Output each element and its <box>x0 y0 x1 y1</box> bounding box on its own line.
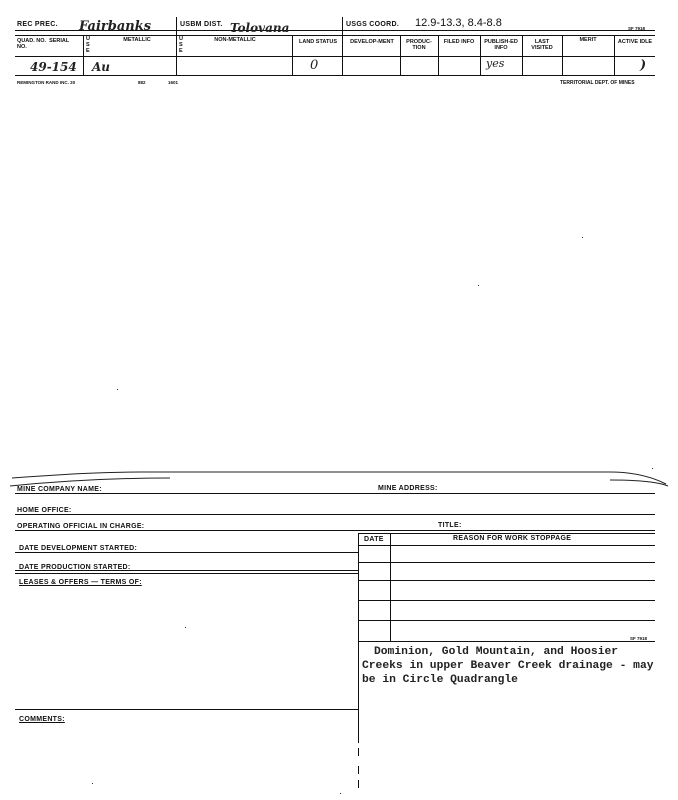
territorial-dept: TERRITORIAL DEPT. OF MINES <box>560 80 635 86</box>
reason-column-header: REASON FOR WORK STOPPAGE <box>453 535 572 542</box>
date-development-label: DATE DEVELOPMENT STARTED: <box>19 545 138 552</box>
col-quad-serial <box>17 38 79 50</box>
col-production: PRODUC-TION <box>406 39 432 51</box>
form-code-top: SF 7918 <box>628 26 646 31</box>
card-edge <box>10 462 670 492</box>
col-last-visited: LAST VISITED <box>531 39 553 51</box>
date-column-header: DATE <box>364 536 384 543</box>
col-use-metallic: U S E <box>86 36 90 54</box>
mine-company-label: MINE COMPANY NAME: <box>17 486 102 493</box>
speck <box>340 793 341 794</box>
mine-address-label: MINE ADDRESS: <box>378 485 438 492</box>
col-land-status: LAND STATUS <box>299 39 337 45</box>
usgs-coord-value: 12.9-13.3, 8.4-8.8 <box>415 17 502 29</box>
speck <box>185 627 186 628</box>
operating-official-label: OPERATING OFFICIAL IN CHARGE: <box>17 523 145 530</box>
leases-offers-label: LEASES & OFFERS — TERMS OF: <box>19 579 142 586</box>
speck <box>582 237 583 238</box>
speck <box>92 783 93 784</box>
form-number-2: 1601 <box>168 80 179 85</box>
col-development: DEVELOP-MENT <box>350 39 394 45</box>
cell-quad-serial: 49-154 <box>30 60 77 74</box>
col-metallic: METALLIC <box>123 37 151 43</box>
speck <box>117 389 118 390</box>
col-published-info: PUBLISH-ED INFO <box>484 39 518 51</box>
col-quad-no: QUAD. NO. <box>17 38 47 44</box>
col-non-metallic: NON-METALLIC <box>214 37 256 43</box>
rec-prec-label: REC PREC. <box>17 21 58 28</box>
usgs-coord-label: USGS COORD. <box>346 21 400 28</box>
title-label: TITLE: <box>438 522 462 529</box>
cell-metallic: Au <box>92 60 111 74</box>
col-active-idle: ACTIVE IDLE <box>617 39 653 45</box>
col-merit: MERIT <box>579 37 597 43</box>
form-code-bottom: SF 7918 <box>630 636 648 641</box>
rec-prec-value: Fairbanks <box>79 19 152 34</box>
form-number-1: 882 <box>138 80 146 85</box>
col-filed-info: FILED INFO <box>443 39 475 45</box>
cell-published-info: yes <box>486 57 505 70</box>
date-production-label: DATE PRODUCTION STARTED: <box>19 564 131 571</box>
usbm-dist-label: USBM DIST. <box>180 21 223 28</box>
remarks-text: Dominion, Gold Mountain, and Hoosier Creeks in upper Beaver Creek drainage - may be in Circle Quadrangle <box>362 646 654 686</box>
col-serial-no: SERIAL NO. <box>17 38 70 50</box>
cell-land-status: 0 <box>310 58 319 73</box>
usbm-dist-value: Tolovana <box>230 21 290 35</box>
comments-label: COMMENTS: <box>19 716 65 723</box>
col-use-nonmetallic: U S E <box>179 36 183 54</box>
printer-credit: REMINGTON RAND INC. 20 <box>17 80 76 85</box>
speck <box>478 285 479 286</box>
cell-active-idle: ) <box>640 58 647 73</box>
home-office-label: HOME OFFICE: <box>17 507 72 514</box>
